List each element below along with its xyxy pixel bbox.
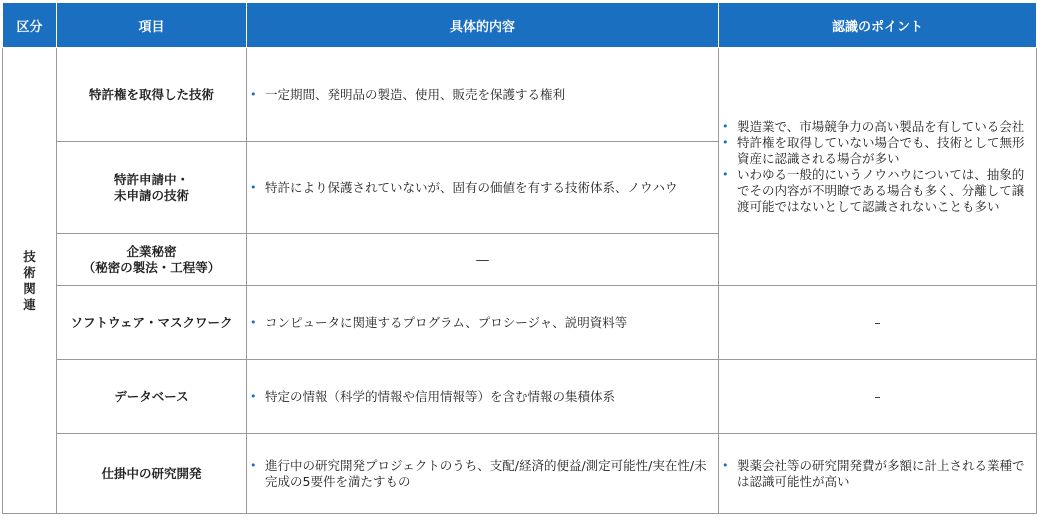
item-label: 特許申請中・ bbox=[113, 171, 189, 187]
points-cell: – bbox=[719, 286, 1037, 360]
item-cell bbox=[57, 360, 247, 434]
content-bullet: • コンピュータに関連するプログラム、プロシージャ、説明資料等 bbox=[247, 315, 718, 331]
table-row bbox=[3, 286, 1037, 360]
content-bullet: • 特許により保護されていないが、固有の価値を有する技術体系、ノウハウ bbox=[247, 180, 718, 196]
point-bullet: • いわゆる一般的にいうノウハウについては、抽象的でその内容が不明瞭である場合も多く、分離して譲渡可能ではないとして認識されないことも多い bbox=[719, 167, 1036, 215]
header-row bbox=[3, 3, 1037, 48]
content-cell bbox=[247, 360, 719, 434]
content-bullet: • 進行中の研究開発プロジェクトのうち、支配/経済的便益/測定可能性/実在性/未完成の5要件を満たすもの bbox=[247, 458, 718, 490]
content-bullet: • 一定期間、発明品の製造、使用、販売を保護する権利 bbox=[247, 87, 718, 103]
point-bullet: • 製造業で、市場競争力の高い製品を有している会社 bbox=[719, 119, 1036, 135]
point-bullet: • 製薬会社等の研究開発費が多額に計上される業種では認識可能性が高い bbox=[719, 458, 1036, 490]
points-cell-merged bbox=[719, 48, 1037, 286]
category-cell bbox=[3, 48, 57, 514]
header-points: 認識のポイント bbox=[719, 3, 1037, 48]
points-cell bbox=[719, 434, 1037, 514]
item-cell bbox=[57, 434, 247, 514]
item-label: （秘密の製法・工程等） bbox=[82, 259, 221, 275]
category-char: 関 bbox=[23, 280, 36, 296]
item-label: データベース bbox=[114, 388, 189, 404]
content-cell bbox=[247, 48, 719, 142]
item-label: ソフトウェア・マスクワーク bbox=[70, 314, 233, 330]
content-cell bbox=[247, 142, 719, 234]
points-cell: – bbox=[719, 360, 1037, 434]
table-row bbox=[3, 434, 1037, 514]
item-label: 未申請の技術 bbox=[113, 187, 189, 203]
content-cell bbox=[247, 286, 719, 360]
item-cell bbox=[57, 234, 247, 286]
point-bullet: • 特許権を取得していない場合でも、技術として無形資産に認識される場合が多い bbox=[719, 135, 1036, 167]
table-row bbox=[3, 360, 1037, 434]
item-label: 特許権を取得した技術 bbox=[88, 86, 214, 102]
category-char: 連 bbox=[23, 296, 36, 312]
category-char: 技 bbox=[23, 248, 36, 264]
content-bullet: • 特定の情報（科学的情報や信用情報等）を含む情報の集積体系 bbox=[247, 389, 718, 405]
table-row bbox=[3, 48, 1037, 142]
item-cell bbox=[57, 286, 247, 360]
content-cell: ― bbox=[247, 234, 719, 286]
header-category: 区分 bbox=[3, 3, 57, 48]
header-item: 項目 bbox=[57, 3, 247, 48]
tech-assets-table bbox=[2, 2, 1037, 514]
item-cell bbox=[57, 48, 247, 142]
content-cell bbox=[247, 434, 719, 514]
item-label: 仕掛中の研究開発 bbox=[101, 465, 202, 481]
header-content: 具体的内容 bbox=[247, 3, 719, 48]
category-char: 術 bbox=[23, 264, 36, 280]
item-label: 企業秘密 bbox=[126, 243, 177, 259]
item-cell bbox=[57, 142, 247, 234]
